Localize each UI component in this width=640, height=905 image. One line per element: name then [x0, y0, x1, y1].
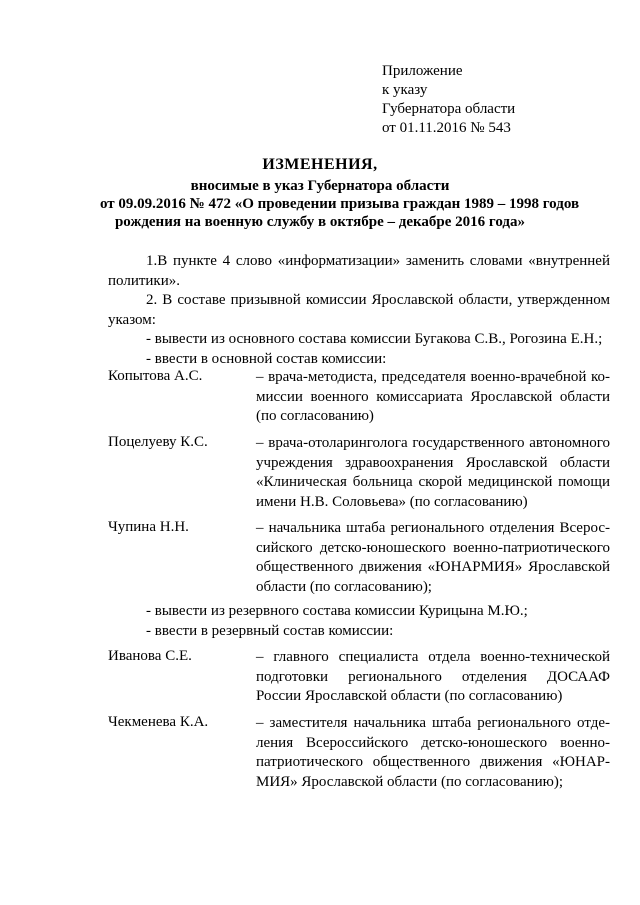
member-name: Копытова А.С. [108, 368, 203, 384]
member-name: Поцелуеву К.С. [108, 434, 208, 450]
body-section-1 [108, 252, 610, 369]
bullet-add-main: - ввести в основной состав комиссии: [146, 350, 387, 367]
bullet-add-reserve: - ввести в резервный состав комиссии: [146, 622, 394, 639]
member-name: Чекменева К.А. [108, 714, 209, 730]
paragraph-2: 2. В составе призывной комиссии Ярославской области, утвержденном указом: [108, 292, 610, 328]
appendix-line-3: Губернатора области [382, 101, 516, 117]
document-heading [100, 156, 580, 231]
bullet-remove-reserve: - вывести из резервного состава комиссии Курицына М.Ю.; [146, 603, 528, 619]
member-role: – врача-отоларинголога государственного автономного учреждения здравоохранения Ярославской области «Клиническая больница скорой медицинской помощи имени Н.В. Соловьева» (по согласованию) [256, 435, 610, 510]
heading-title: ИЗМЕНЕНИЯ, [262, 156, 378, 173]
member-role: – главного специалиста отдела военно-технической подготовки регионального отделения ДОСААФ России Ярославской области (по согласованию) [256, 649, 610, 704]
appendix-line-4: от 01.11.2016 № 543 [382, 120, 511, 136]
member-name: Чупина Н.Н. [108, 519, 189, 535]
appendix-line-2: к указу [382, 82, 428, 98]
heading-subtitle-2: от 09.09.2016 № 472 «О проведении призыва граждан 1989 – 1998 годов [100, 196, 580, 212]
bullet-remove-main: - вывести из основного состава комиссии Бугакова С.В., Рогозина Е.Н.; [146, 331, 603, 347]
heading-subtitle-1: вносимые в указ Губернатора области [190, 178, 450, 194]
paragraph-1: 1.В пункте 4 слово «информатизации» заменить словами «внутренней политики». [108, 253, 610, 289]
heading-subtitle-3: рождения на военную службу в октябре – декабре 2016 года» [114, 214, 526, 230]
appendix-line-1: Приложение [382, 63, 463, 79]
member-role: – заместителя начальника штаба регионального отде-ления Всероссийского детско-юношеского военно-патриотического общественного движения «ЮНАР-МИЯ» Ярославской области (по согласованию); [256, 715, 610, 790]
member-name: Иванова С.Е. [108, 648, 192, 664]
member-role: – начальника штаба регионального отделения Всерос-сийского детско-юношеского военно-патриотического общественного движения «ЮНАРМИЯ» Ярославской области (по согласованию); [256, 520, 610, 595]
body-section-2 [108, 602, 610, 641]
appendix-block [382, 62, 515, 138]
member-role: – врача-методиста, председателя военно-врачебной ко-миссии военного комиссариата Ярославской области (по согласованию) [256, 369, 610, 424]
